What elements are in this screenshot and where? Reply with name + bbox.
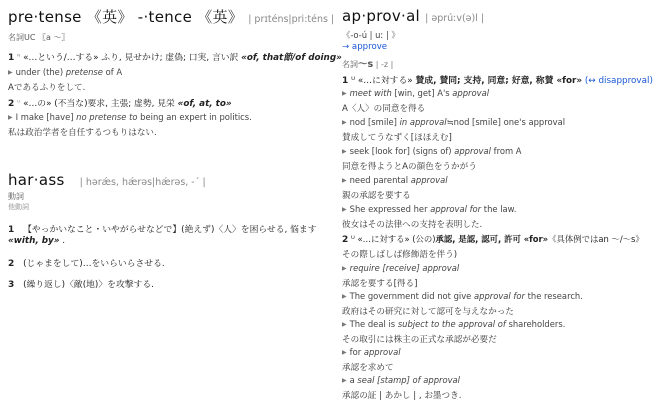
example-translation: 彼女はその法律への支持を表明した. [342,220,483,230]
part-of-speech: 動詞 [8,192,24,201]
sense-2 [8,256,330,269]
triangle-bullet-icon: ▶ [342,377,347,384]
sense-keywords: 賛成, 賛同; 支持, 同意; 好意, 称賛 «for» [415,76,583,86]
example-text: shareholders. [505,319,566,329]
example [342,263,636,273]
sense-text: ᵁ «…に対する» (公の) [350,234,436,244]
sense-note: an 〜/〜s》 [598,234,644,244]
example-text: The government did not give [349,291,474,301]
part-of-speech-sub: 他動詞 [8,203,29,211]
headword-pretense: pre·tense 《英》 -·tence 《英》 [8,8,244,26]
sense-text: «…という/…する» ふり, 見せかけ; 虚偽; 口実, 言い訳 [23,53,242,63]
example-keyword: approval for [430,204,482,214]
sense-note-cont: その際しばしば修飾語を伴う) [342,250,458,260]
sense-keywords: 承認, 是認, 認可, 許可 «for» [435,234,549,244]
example [342,175,636,185]
example-keyword: approval for [474,291,525,301]
pronunciation: | hərǽs, hǽrəs|hǽrəs, -ˊ | [79,177,206,188]
example [342,117,636,127]
example-keyword: no pretense to [76,112,138,122]
sense-marker: ᵁ [17,99,21,107]
example-text: seek [look for] (signs of) [349,146,455,156]
example [342,375,636,385]
sense-text: ᵁ «…に対する» [351,76,416,86]
sense-number: 2 [8,259,15,269]
example [342,319,636,329]
example-text: the research. [524,291,583,301]
sense-text: . [59,236,66,246]
sense-text: «…の» (不当な)要求, 主張; 虚勢, 見栄 [23,99,178,109]
sense-2 [342,233,644,245]
sense-number: 3 [8,280,15,290]
spelling-variant: 《-o-ú | uː | 》 [342,30,400,40]
example-keyword: require [receive] approval [349,263,460,273]
entry-harass-header [8,170,330,189]
example-translation: 承認の証 | あかし | , お墨つき. [342,391,462,401]
example-keyword: approval [452,88,490,98]
part-of-speech: 名詞UC 〖a 〜〗 [8,33,70,42]
triangle-bullet-icon: ▶ [342,293,347,300]
example-keyword: approval [454,146,491,156]
plural-pron: | -z | [373,60,394,69]
sense-number: 2 [8,99,15,109]
example-keyword: pretense [65,67,103,77]
example-translation: 賛成してうなずく[ほほえむ] [342,133,452,143]
sense-1 [8,222,330,235]
part-of-speech [342,56,636,70]
example-keyword: subject to the approval of [397,319,506,329]
antonym-link-disapproval[interactable]: (↔ disapproval) [582,76,653,86]
example [342,347,636,357]
pronunciation: | əprúːv(ə)l | [425,13,485,24]
example-text: of A [102,67,123,77]
sense-collocation: «of, that節/of doing» [241,53,342,63]
sense-collocation: «of, at, to» [177,99,232,109]
example-text: a [349,375,358,385]
plural-form: 〜s [358,59,374,70]
sense-number: 1 [342,76,349,86]
example-1 [8,67,330,77]
example [342,146,636,156]
triangle-bullet-icon: ▶ [342,265,347,272]
example-text: I make [have] [15,112,77,122]
entry-approval-header [342,6,636,25]
sense-text: 【やっかいなこと・いやがらせなどで】(絶えず)〈人〉を困らせる, 悩ます [23,225,317,235]
example-translation: 親の承認を要する [342,191,411,201]
sense-number: 2 [342,235,349,245]
example-translation: A〈人〉の同意を得る [342,104,426,114]
example-translation: 承認を要する[得る] [342,279,418,289]
example-keyword: approval [363,347,401,357]
example-text: She expressed her [349,204,431,214]
sense-1-cont [8,236,330,246]
example-translation: 政府はその研究に対して認可を与えなかった [342,307,514,317]
triangle-bullet-icon: ▶ [342,177,347,184]
example-text: The deal is [349,319,398,329]
entry-pretense-header [8,6,335,27]
example-translation: その取引には株主の正式な承認が必要だ [342,335,497,345]
triangle-bullet-icon: ▶ [8,114,13,121]
example-keyword: in approval [399,117,447,127]
sense-1 [342,73,653,86]
sense-marker: ᴺ [17,53,21,61]
example [342,88,636,98]
sense-text: (じゃまをして)…をいらいらさせる. [23,259,165,269]
example [342,204,636,214]
example-2 [8,112,330,122]
triangle-bullet-icon: ▶ [342,321,347,328]
example-text: being an expert in politics. [137,112,252,122]
example-text: the law. [481,204,517,214]
example-text: from A [490,146,522,156]
example-text: for [349,347,364,357]
triangle-bullet-icon: ▶ [342,119,347,126]
triangle-bullet-icon: ▶ [8,69,13,76]
example-2-translation: 私は政治学者を自任するつもりはない. [8,128,157,138]
triangle-bullet-icon: ▶ [342,90,347,97]
pronunciation: | prɪténs|pri:téns | [248,14,335,25]
example-keyword: seal [stamp] of approval [357,375,460,385]
example-keyword: meet with [349,88,392,98]
example-translation: 承認を求めて [342,363,394,373]
example-translation: 同意を得ようとAの顔色をうかがう [342,162,477,172]
sense-number: 1 [8,53,15,63]
headword-harass: har·ass [8,171,65,189]
example-text: [win, get] A's [391,88,453,98]
sense-number: 1 [8,225,15,235]
example-text: nod [smile] [349,117,400,127]
example-text: ≒nod [smile] one's approval [446,117,566,127]
related-link-approve[interactable]: → approve [342,42,388,52]
sense-collocation: «with, by» [8,236,60,246]
sense-1 [8,50,342,63]
triangle-bullet-icon: ▶ [342,349,347,356]
pos-label: 名詞 [342,60,358,69]
triangle-bullet-icon: ▶ [342,148,347,155]
example-keyword: approval [410,175,448,185]
sense-note: 《具体例では [548,234,599,244]
example-text: under (the) [15,67,66,77]
example-text: need parental [349,175,411,185]
sense-2 [8,96,330,109]
sense-3 [8,277,330,290]
sense-text: (繰り返し)〈敵(地)〉を攻撃する. [23,280,154,290]
example-1-translation: Aであるふりをして. [8,83,86,93]
example [342,291,636,301]
triangle-bullet-icon: ▶ [342,206,347,213]
headword-approval: ap·prov·al [342,7,421,25]
